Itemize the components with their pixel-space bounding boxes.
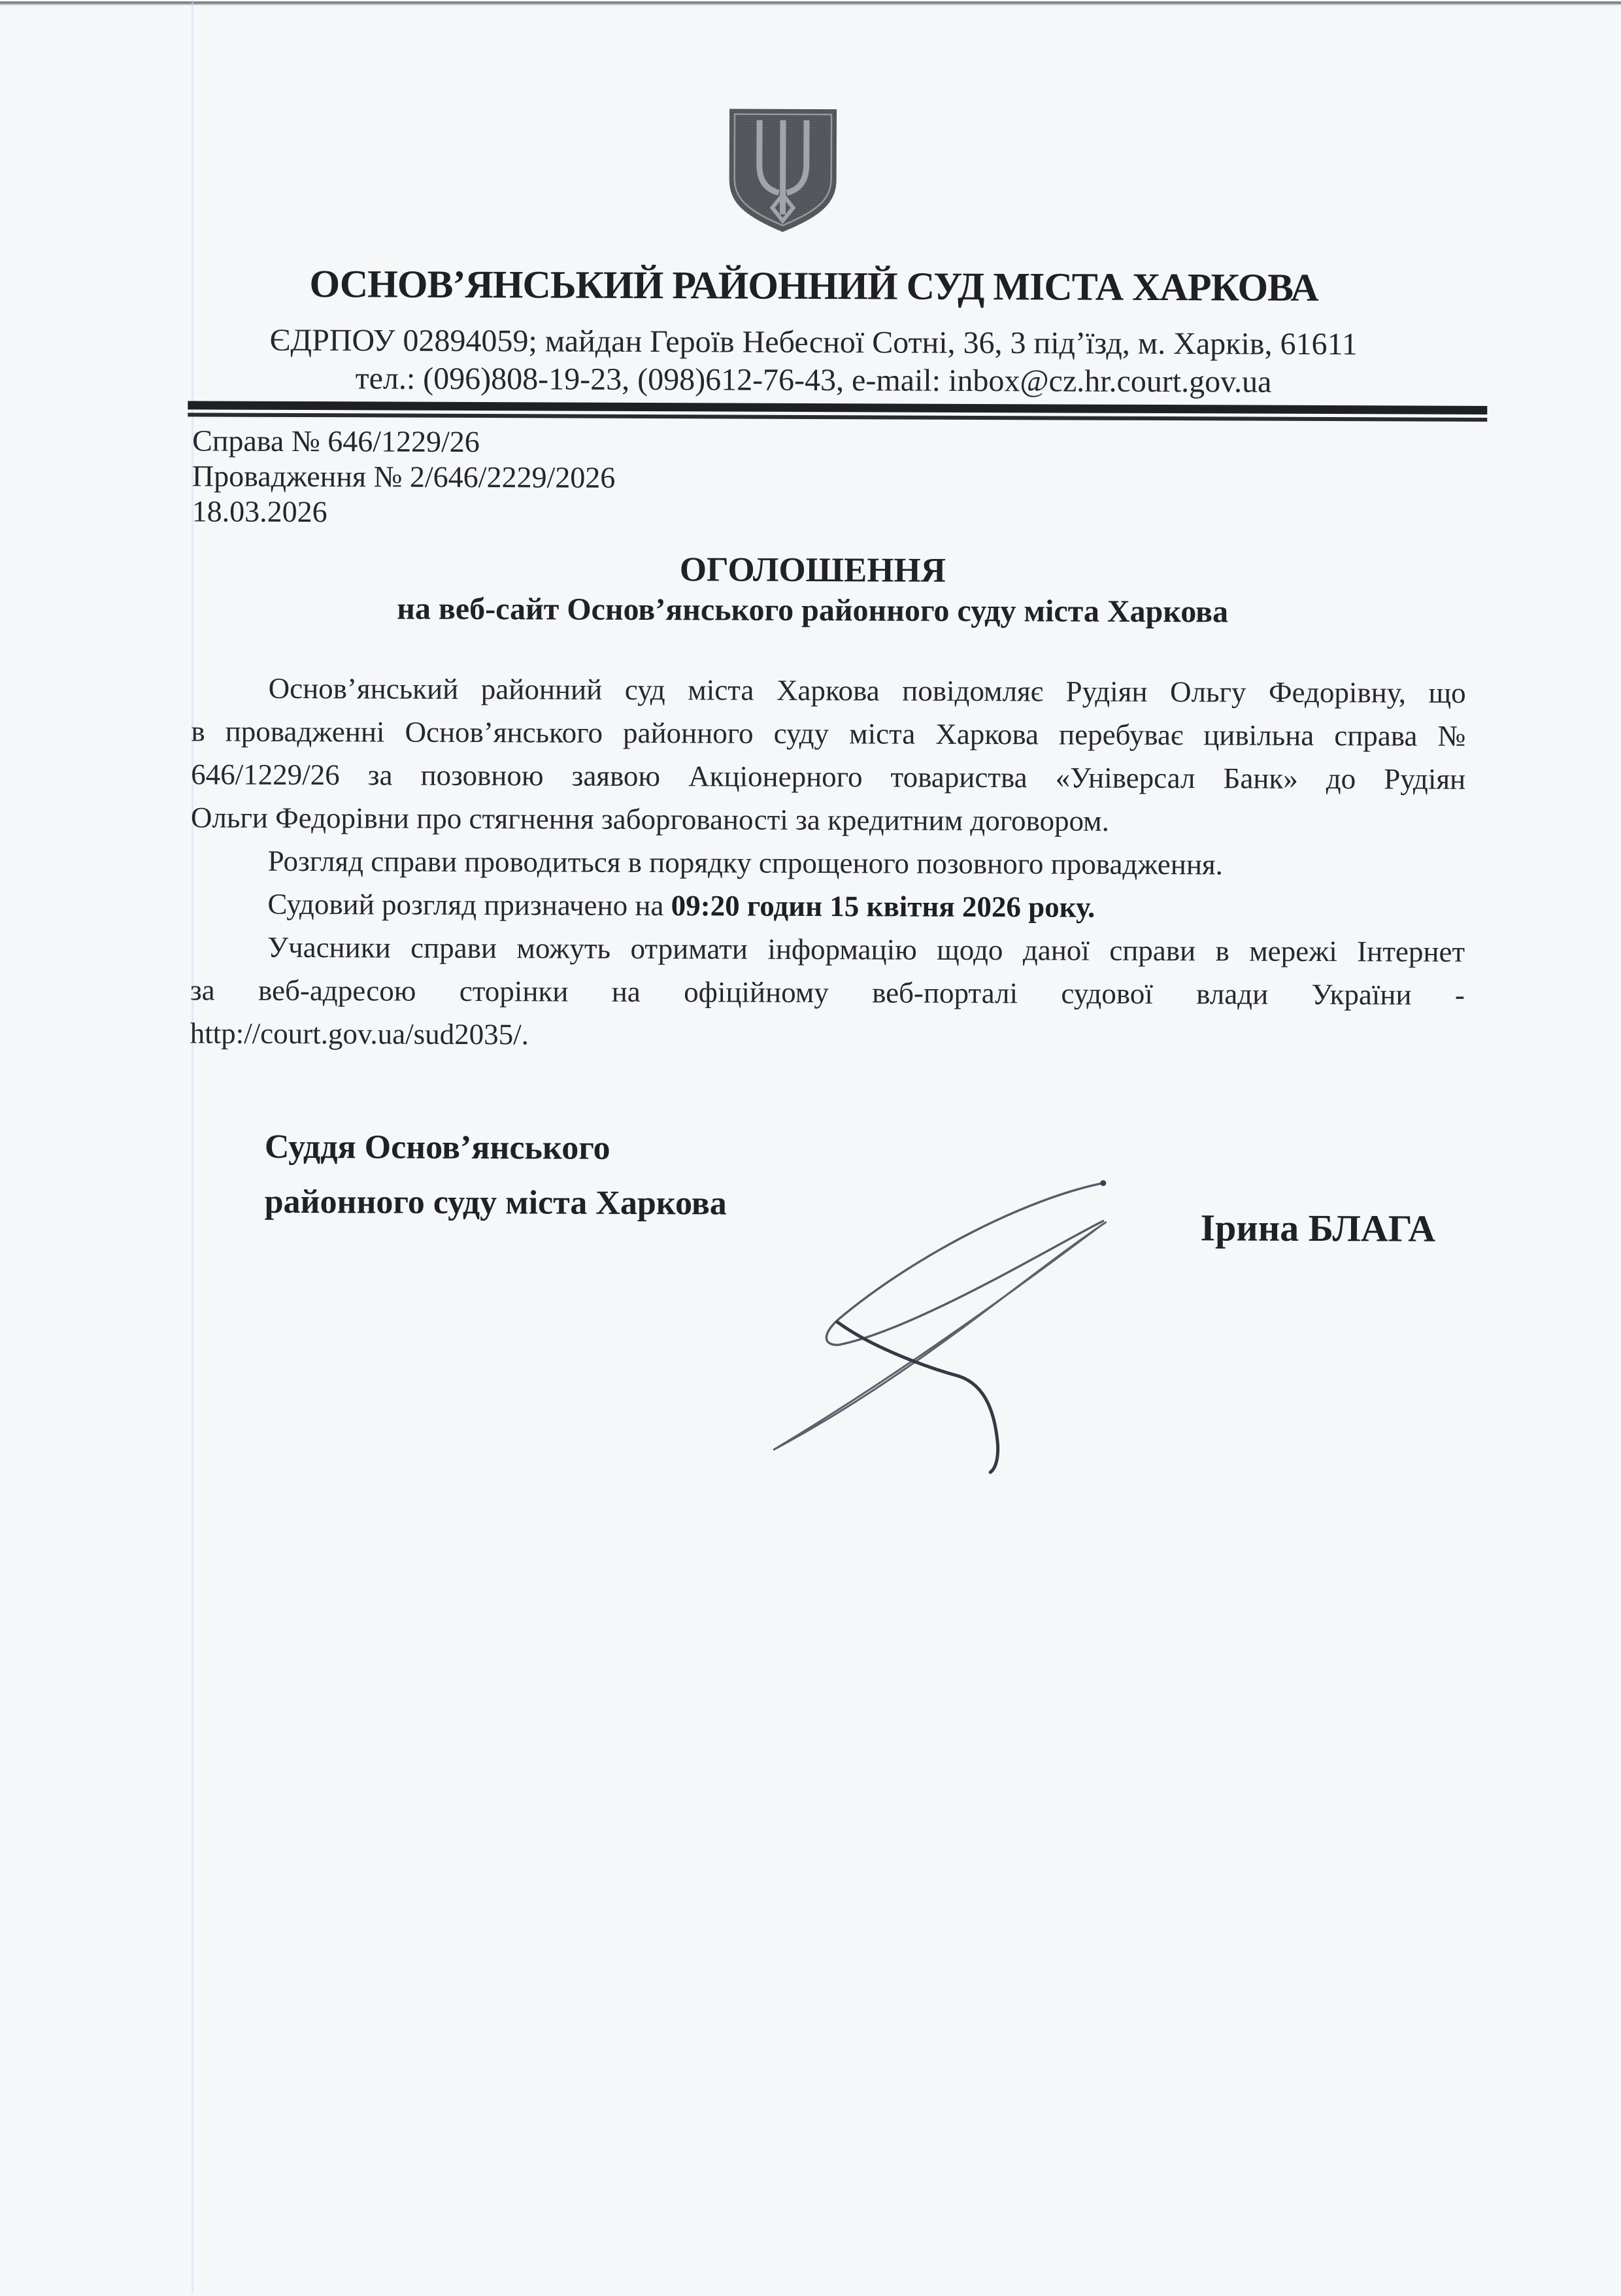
paragraph1-line3: 646/1229/26 за позовною заявою Акціонерного товариства «Універсал Банк» до Рудіян	[191, 758, 1466, 796]
paragraph1-line4: Ольги Федорівни про стягнення заборгованості за кредитним договором.	[190, 801, 1109, 837]
paragraph4-line1: Учасники справи можуть отримати інформацію щодо даної справи в мережі Інтернет	[267, 930, 1465, 968]
announcement-body	[190, 666, 1466, 1059]
paragraph1-line1: Основ’янський районний суд міста Харкова повідомляє Рудіян Ольгу Федорівну, що	[268, 671, 1466, 709]
court-address-line: ЄДРПОУ 02894059; майдан Героїв Небесної Сотні, 36, 3 під’їзд, м. Харків, 61611	[269, 322, 1358, 362]
paragraph1-line2: в провадженні Основ’янського районного суду міста Харкова перебуває цивільна справа №	[191, 715, 1466, 752]
announcement-title: ОГОЛОШЕННЯ	[679, 550, 946, 590]
letterhead-double-rule	[188, 401, 1487, 422]
proceeding-number: Провадження № 2/646/2229/2026	[192, 459, 616, 494]
court-portal-url: http://court.gov.ua/sud2035/.	[190, 1017, 529, 1051]
judge-role-line1: Суддя Основ’янського	[264, 1128, 610, 1167]
paragraph3	[190, 882, 1465, 930]
judge-role-block	[265, 1120, 727, 1232]
court-name-heading: ОСНОВ’ЯНСЬКИЙ РАЙОННИЙ СУД МІСТА ХАРКОВА	[309, 262, 1318, 309]
court-contact-line: тел.: (096)808-19-23, (098)612-76-43, e-mail: inbox@cz.hr.court.gov.ua	[355, 361, 1272, 399]
paragraph3-normal-text: Судовий розгляд призначено на	[267, 887, 671, 922]
case-number: Справа № 646/1229/26	[192, 424, 480, 459]
case-info-block	[192, 423, 616, 530]
judge-role-line2: районного суду міста Харкова	[264, 1183, 727, 1223]
paragraph4-line2: за веб-адресою сторінки на офіційному веб-порталі судової влади України -	[190, 973, 1465, 1011]
paragraph2: Розгляд справи проводиться в порядку спрощеного позовного провадження.	[267, 844, 1224, 881]
judge-name: Ірина БЛАГА	[1200, 1206, 1436, 1250]
document-date: 18.03.2026	[192, 494, 327, 529]
announcement-subtitle: на веб-сайт Основ’янського районного суду міста Харкова	[397, 591, 1229, 630]
ukraine-trident-shield-icon	[725, 105, 841, 235]
hearing-datetime-bold: 09:20 годин 15 квітня 2026 року.	[671, 889, 1095, 924]
judge-signature-handwritten	[718, 1156, 1144, 1498]
